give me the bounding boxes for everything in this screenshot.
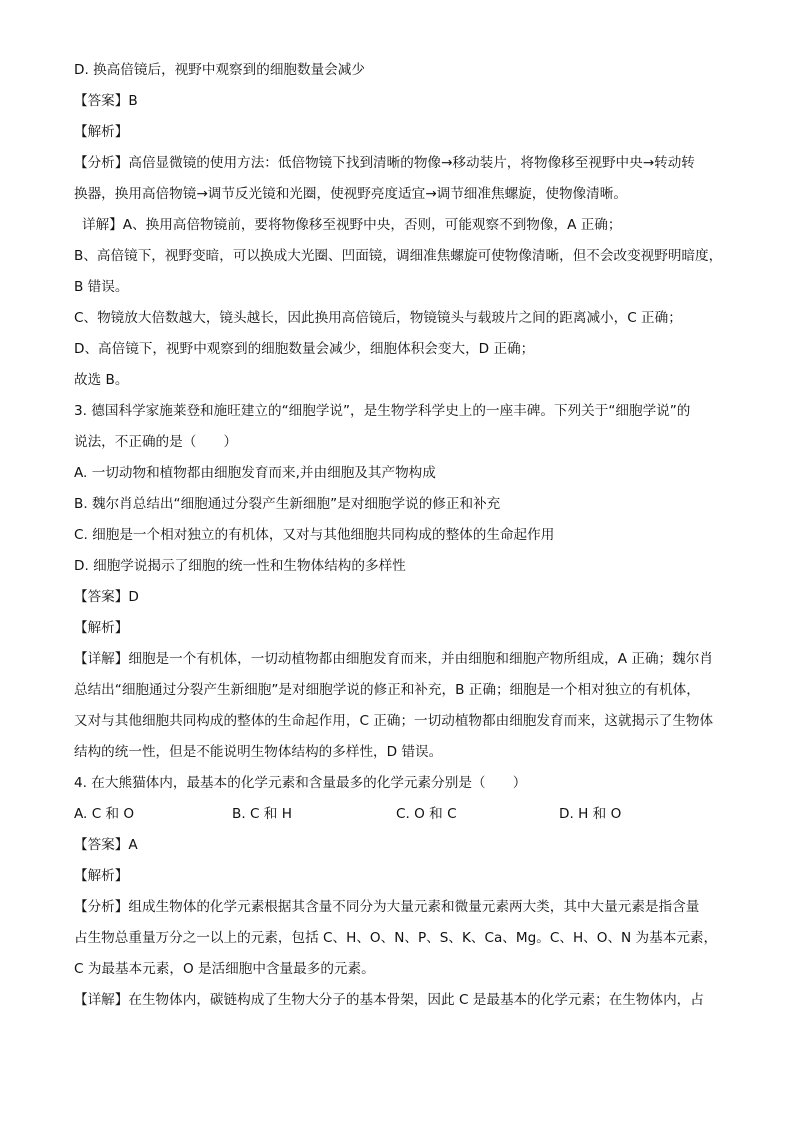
answer-q4: 【答案】A [74, 837, 138, 853]
detail-q2-line1: 详解】A、换用高倍物镜前，要将物像移至视野中央，否则，可能观察不到物像，A 正确； [82, 217, 622, 233]
option-d-q2: D. 换高倍镜后，视野中观察到的细胞数量会减少 [74, 62, 365, 78]
option-c-q3: C. 细胞是一个相对独立的有机体，又对与其他细胞共同构成的整体的生命起作用 [74, 527, 555, 543]
question-3-stem-line2: 说法，不正确的是（ ） [74, 434, 238, 450]
option-b-q4: B. C 和 H [232, 806, 292, 822]
detail-q2-line2: B、高倍镜下，视野变暗，可以换成大光圈、凹面镜，调细准焦螺旋可使物像清晰，但不会改变视野明暗度， [74, 248, 723, 264]
detail-q2-line3: B 错误。 [74, 279, 129, 295]
detail-q4-line1: 【详解】在生物体内，碳链构成了生物大分子的基本骨架，因此 C 是最基本的化学元素；在生物体内，占 [74, 992, 704, 1008]
question-4-stem: 4. 在大熊猫体内，最基本的化学元素和含量最多的化学元素分别是（ ） [74, 775, 527, 791]
analysis-heading-q3: 【解析】 [74, 620, 129, 636]
detail-q2-line5: D、高倍镜下，视野中观察到的细胞数量会减少，细胞体积会变大，D 正确； [74, 341, 535, 357]
option-a-q4: A. C 和 O [74, 806, 135, 822]
analysis-text-q2-line1: 【分析】高倍显微镜的使用方法：低倍物镜下找到清晰的物像→移动装片，将物像移至视野中央→转动转 [74, 155, 695, 171]
option-c-q4: C. O 和 C [396, 806, 457, 822]
option-a-q3: A. 一切动物和植物都由细胞发育而来,并由细胞及其产物构成 [74, 465, 436, 481]
answer-q2: 【答案】B [74, 93, 138, 109]
analysis-text-q4-line2: 占生物总重量万分之一以上的元素，包括 C、H、O、N、P、S、K、Ca、Mg。C、H、O、N 为基本元素， [74, 930, 718, 946]
question-2-tail [74, 60, 730, 390]
analysis-heading-q2: 【解析】 [74, 124, 129, 140]
detail-q3-line3: 又对与其他细胞共同构成的整体的生命起作用，C 正确；一切动植物都由细胞发育而来，这就揭示了生物体 [74, 713, 714, 729]
detail-q3-line2: 总结出“细胞通过分裂产生新细胞”是对细胞学说的修正和补充，B 正确；细胞是一个相对独立的有机体， [74, 682, 700, 698]
detail-q3-line4: 结构的统一性，但是不能说明生物体结构的多样性，D 错误。 [74, 744, 443, 760]
analysis-text-q4-line1: 【分析】组成生物体的化学元素根据其含量不同分为大量元素和微量元素两大类，其中大量元素是指含量 [74, 899, 700, 915]
option-b-q3: B. 魏尔肖总结出“细胞通过分裂产生新细胞”是对细胞学说的修正和补充 [74, 496, 501, 512]
analysis-text-q2-line2: 换器，换用高倍物镜→调节反光镜和光圈，使视野亮度适宜→调节细准焦螺旋，使物像清晰。 [74, 186, 627, 202]
question-3 [74, 401, 730, 762]
question-4 [74, 773, 730, 1010]
detail-q2-line4: C、物镜放大倍数越大，镜头越长，因此换用高倍镜后，物镜镜头与载玻片之间的距离减小，C 正确； [74, 310, 682, 326]
question-3-stem-line1: 3. 德国科学家施莱登和施旺建立的“细胞学说”，是生物学科学史上的一座丰碑。下列关于“细胞学说”的 [74, 403, 691, 419]
analysis-text-q4-line3: C 为最基本元素，O 是活细胞中含量最多的元素。 [74, 961, 375, 977]
analysis-heading-q4: 【解析】 [74, 868, 129, 884]
option-d-q4: D. H 和 O [559, 806, 622, 822]
conclusion-q2: 故选 B。 [74, 372, 129, 388]
option-d-q3: D. 细胞学说揭示了细胞的统一性和生物体结构的多样性 [74, 558, 406, 574]
detail-q3-line1: 【详解】细胞是一个有机体，一切动植物都由细胞发育而来，并由细胞和细胞产物所组成，A 正确；魏尔肖 [74, 651, 713, 667]
document-page [74, 60, 730, 1021]
options-row-q4 [74, 804, 730, 824]
answer-q3: 【答案】D [74, 589, 139, 605]
